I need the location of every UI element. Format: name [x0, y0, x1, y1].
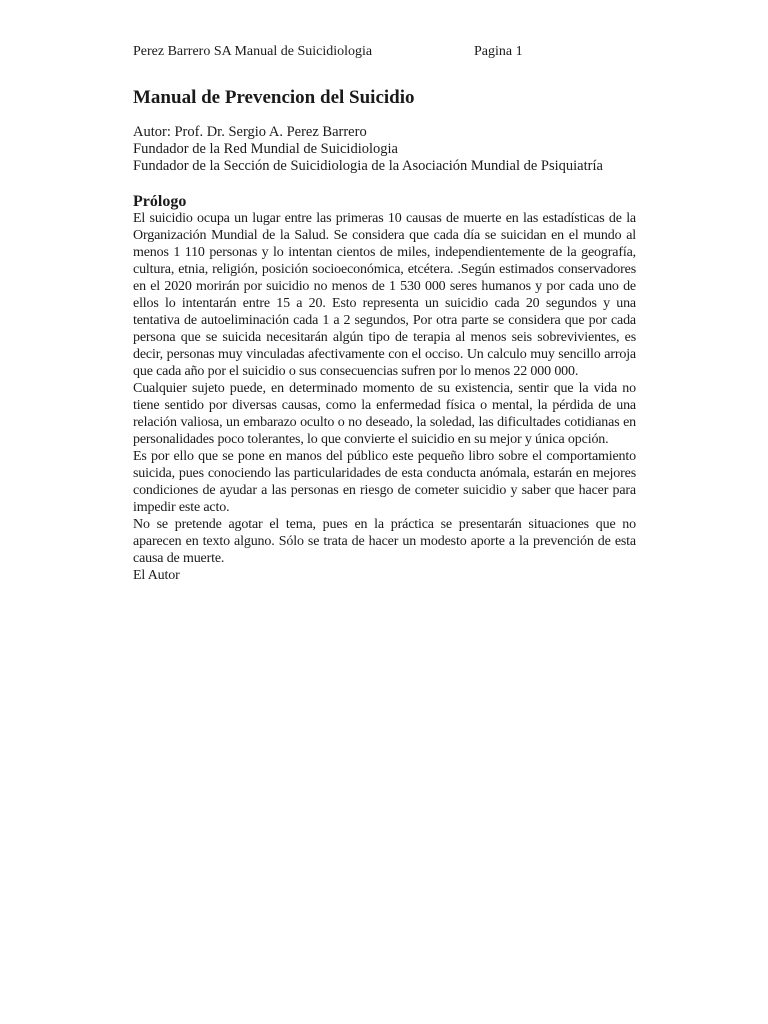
header-page-number: Pagina 1 [474, 44, 523, 59]
running-header [133, 42, 643, 62]
paragraph: Es por ello que se pone en manos del público este pequeño libro sobre el comportamiento suicida, pues conociendo las particularidades de esta conducta anómala, estarán en mejores condiciones de ayudar a las personas en riesgo de cometer suicidio y saber que hacer para impedir este acto. [133, 449, 636, 515]
paragraph: El suicidio ocupa un lugar entre las primeras 10 causas de muerte en las estadísticas de la Organización Mundial de la Salud. Se considera que cada día se suicidan en el mundo al menos 1 110 personas y lo intentan cientos de miles, independientemente de la geografía, cultura, etnia, religión, posición socioeconómica, etcétera. .Según estimados conservadores en el 2020 morirán por suicidio no menos de 1 530 000 seres humanos y por cada uno de ellos lo intentarán entre 15 a 20. Esto representa un suicidio cada 20 segundos y una tentativa de autoeliminación cada 1 a 2 segundos, Por otra parte se considera que por cada persona que se suicida necesitarán algún tipo de terapia al menos seis sobrevivientes, es decir, personas muy vinculadas afectivamente con el occiso. Un calculo muy sencillo arroja que cada año por el suicidio o sus consecuencias sufren por lo menos 22 000 000. [133, 211, 636, 379]
prologue-heading: Prólogo [133, 193, 187, 210]
header-title: Perez Barrero SA Manual de Suicidiologia [133, 44, 373, 59]
author-line: Fundador de la Sección de Suicidiologia de la Asociación Mundial de Psiquiatría [133, 158, 603, 174]
author-line: Autor: Prof. Dr. Sergio A. Perez Barrero [133, 124, 367, 140]
paragraph: No se pretende agotar el tema, pues en la práctica se presentarán situaciones que no aparecen en texto alguno. Sólo se trata de hacer un modesto aporte a la prevención de esta causa de muerte. [133, 517, 636, 566]
author-line: Fundador de la Red Mundial de Suicidiologia [133, 141, 398, 157]
document-title: Manual de Prevencion del Suicidio [133, 87, 415, 108]
author-block [133, 124, 643, 175]
paragraph: Cualquier sujeto puede, en determinado momento de su existencia, sentir que la vida no tiene sentido por diversas causas, como la enfermedad física o mental, la pérdida de una relación valiosa, un embarazo oculto o no deseado, la soledad, las dificultades cotidianas en personalidades poco tolerantes, lo que convierte el suicidio en su mejor y única opción. [133, 381, 636, 447]
signature: El Autor [133, 568, 180, 583]
prologue-body [133, 210, 636, 584]
